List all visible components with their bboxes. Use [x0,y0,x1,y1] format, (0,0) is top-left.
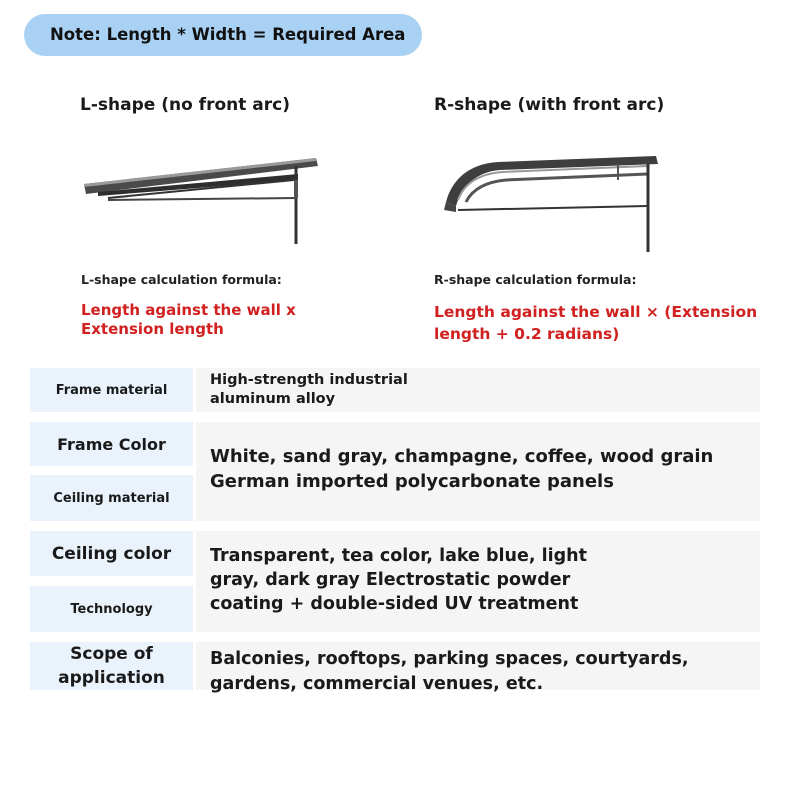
ceiling-material-label: Ceiling material [30,475,193,521]
frame-material-value-line-1: High-strength industrial [210,372,408,388]
ceiling-color-value-line-2: gray, dark gray Electrostatic powder [210,570,571,590]
frame-material-value-line-2: aluminum alloy [210,391,336,407]
technology-label: Technology [30,586,193,632]
frame-material-value [210,371,408,409]
scope-label-line-1: Scope of [70,644,153,664]
r-shape-formula-line-1: Length against the wall × (Extension [434,303,758,321]
scope-value-line-1: Balconies, rooftops, parking spaces, courtyards, [210,649,689,669]
l-shape-formula-label: L-shape calculation formula: [81,272,282,287]
ceiling-color-label: Ceiling color [30,531,193,576]
r-shape-title: R-shape (with front arc) [434,95,665,115]
scope-value [210,647,689,697]
l-shape-formula-line-2: Extension length [81,320,224,338]
scope-label [30,642,193,690]
l-shape-formula [81,301,296,339]
scope-label-line-2: application [58,668,165,688]
ceiling-color-value-line-1: Transparent, tea color, lake blue, light [210,546,587,566]
r-shape-formula-label: R-shape calculation formula: [434,272,637,287]
r-shape-formula-line-2: length + 0.2 radians) [434,325,620,343]
r-shape-formula [434,301,757,345]
l-shape-formula-line-1: Length against the wall x [81,301,296,319]
scope-value-line-2: gardens, commercial venues, etc. [210,674,544,694]
ceiling-color-value [210,544,587,616]
l-shape-title: L-shape (no front arc) [80,95,290,115]
r-shape-awning-image [438,150,663,255]
frame-color-label: Frame Color [30,422,193,466]
frame-material-label: Frame material [30,368,193,412]
note-banner: Note: Length * Width = Required Area [24,14,422,56]
technology-value: coating + double-sided UV treatment [210,594,579,614]
frame-color-value: White, sand gray, champagne, coffee, wood grain [210,446,714,467]
l-shape-awning-image [78,150,328,250]
ceiling-material-value: German imported polycarbonate panels [210,471,614,492]
